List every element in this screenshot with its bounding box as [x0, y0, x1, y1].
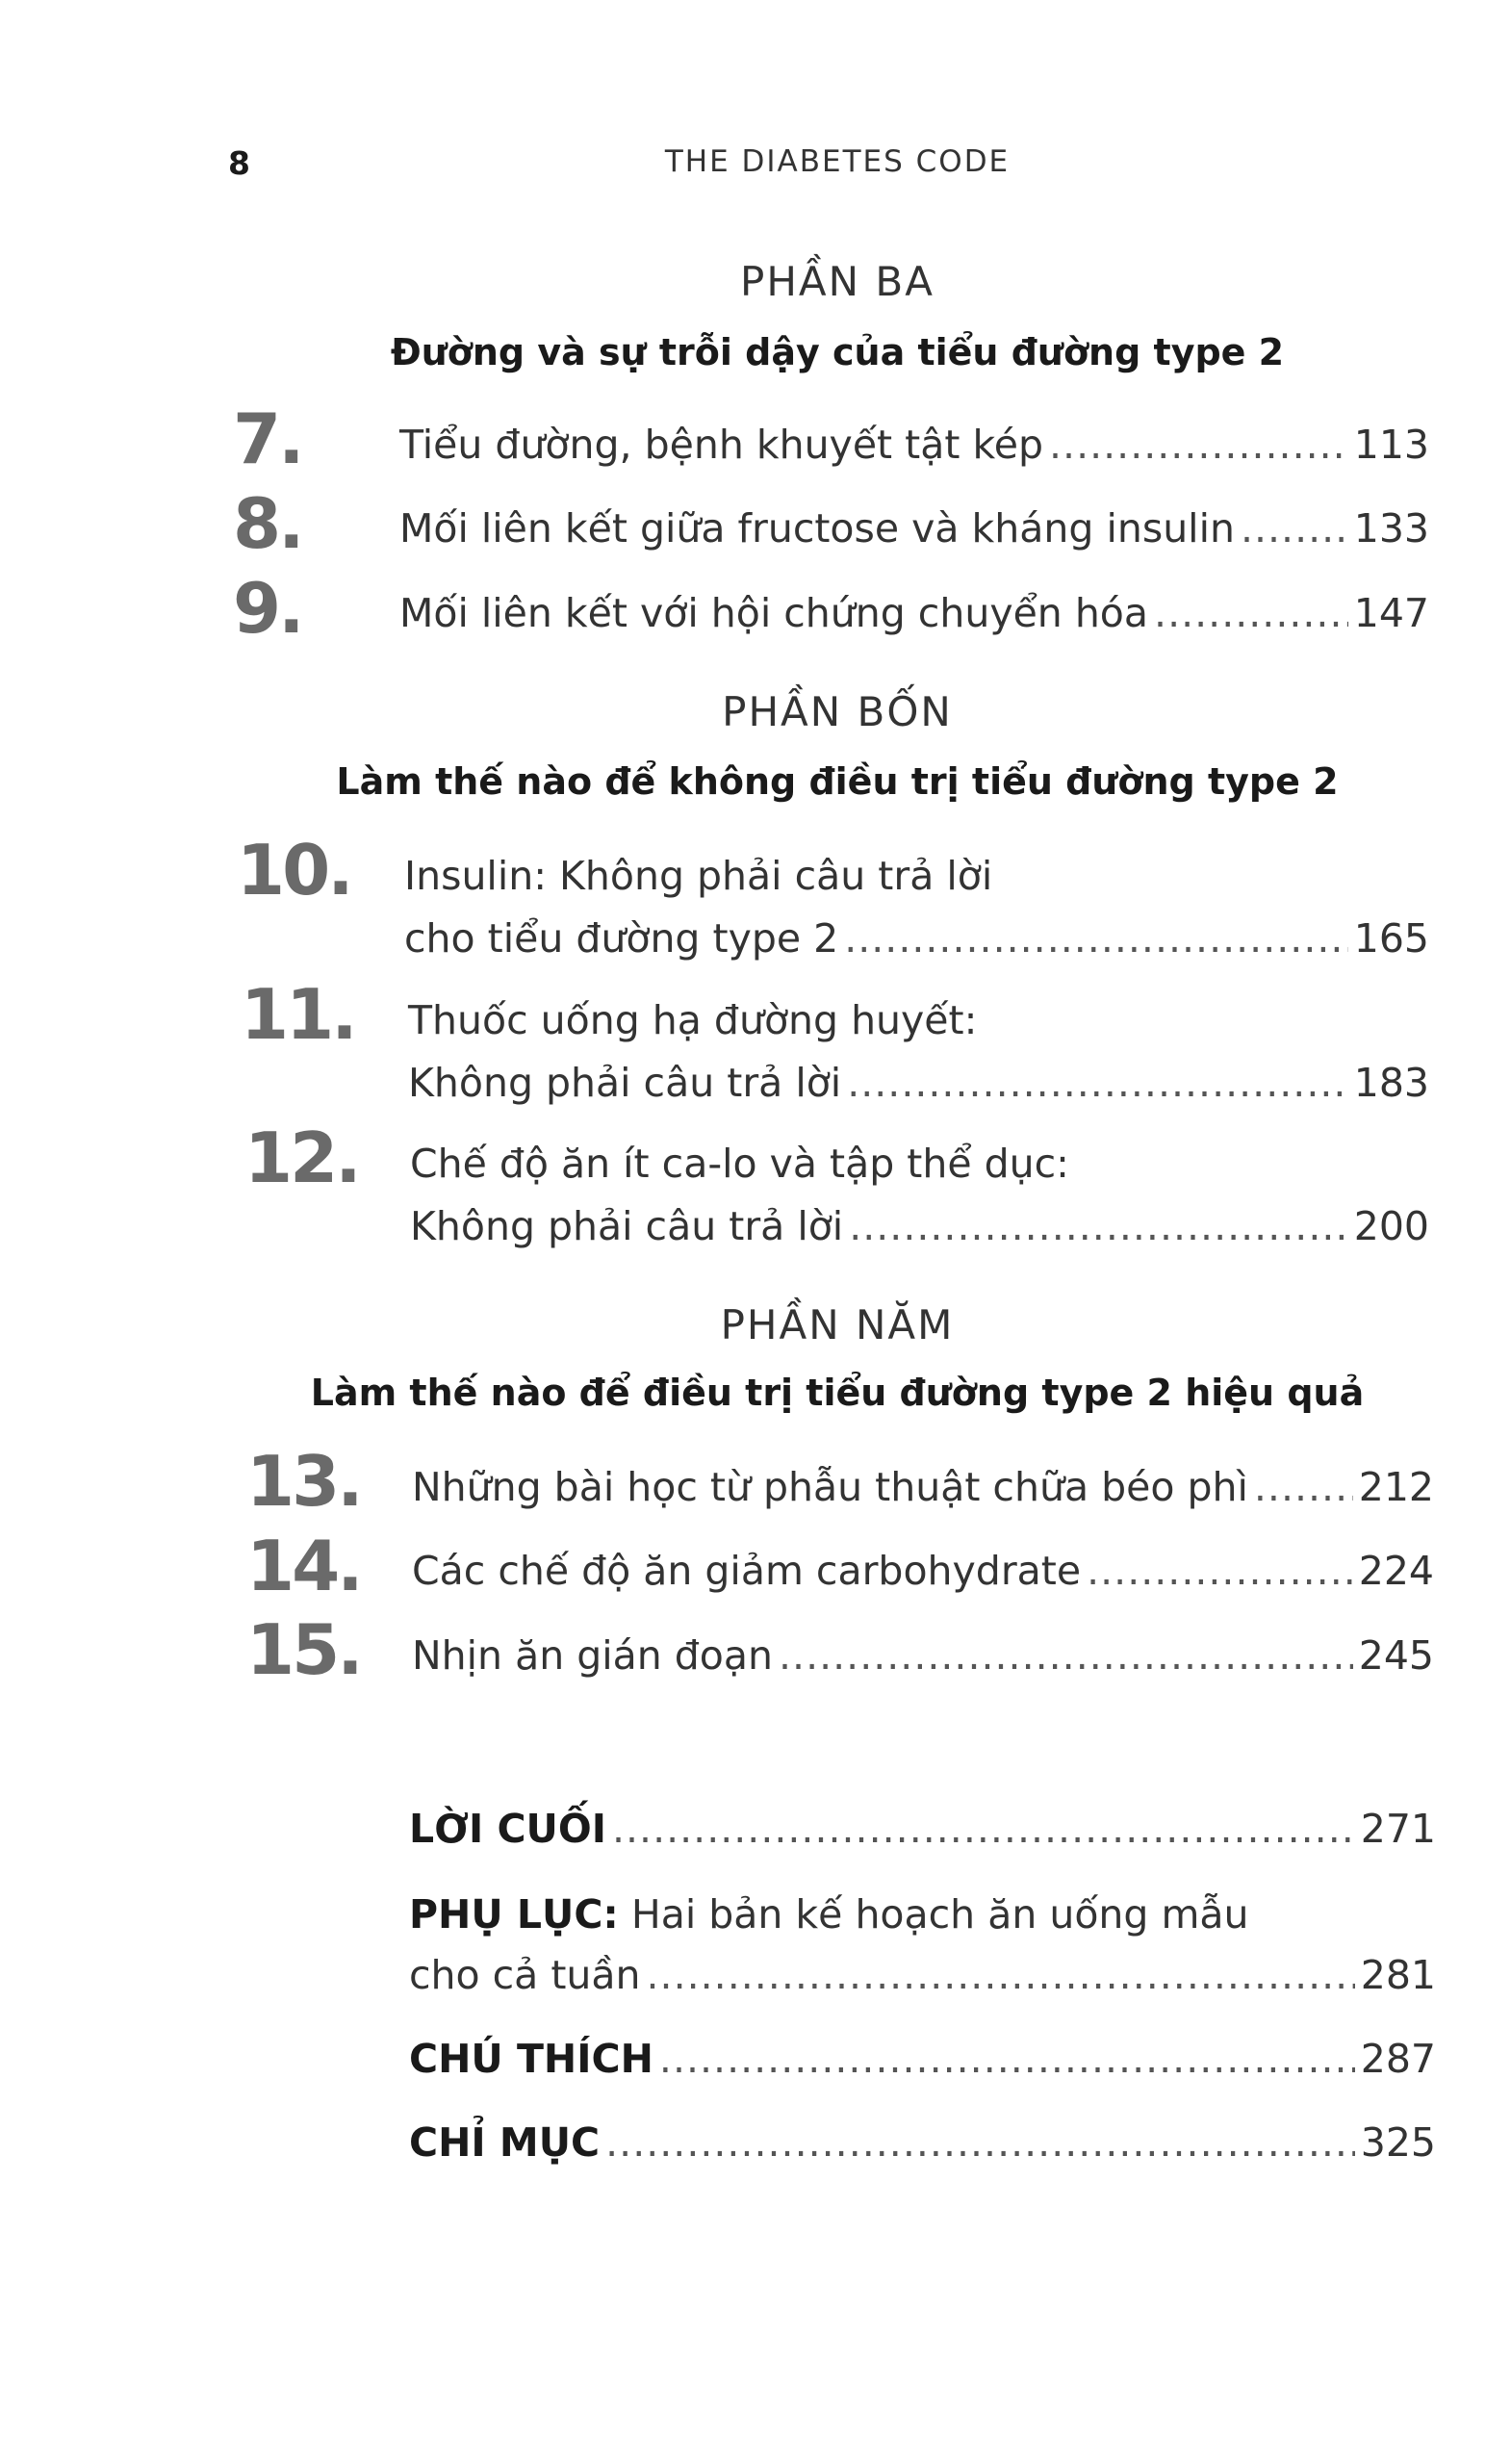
chapter-title: Các chế độ ăn giảm carbohydrate	[412, 1548, 1082, 1594]
dot-leader	[1241, 507, 1348, 551]
chapter-title-line1: Insulin: Không phải câu trả lời	[404, 853, 993, 899]
chapter-title: Tiểu đường, bệnh khuyết tật kép	[399, 422, 1043, 468]
page-ref: 325	[1360, 2119, 1436, 2166]
toc-entry-epilogue[interactable]	[409, 1808, 1436, 1851]
toc-entry[interactable]	[399, 592, 1429, 635]
toc-entry[interactable]	[399, 424, 1429, 467]
appendix-line1	[409, 1893, 1249, 1937]
dot-leader	[844, 917, 1348, 961]
page-ref: 281	[1360, 1952, 1436, 1998]
chapter-number: 13.	[246, 1441, 361, 1522]
page-ref: 133	[1353, 505, 1429, 552]
dot-leader	[847, 1062, 1348, 1105]
part-title: Làm thế nào để không điều trị tiểu đường type 2	[336, 760, 1339, 803]
page-ref: 113	[1353, 422, 1429, 468]
chapter-title: Mối liên kết với hội chứng chuyển hóa	[399, 590, 1149, 636]
notes-title: CHÚ THÍCH	[409, 2036, 653, 2082]
part-title: Đường và sự trỗi dậy của tiểu đường type 2	[390, 331, 1285, 373]
part-title: Làm thế nào để điều trị tiểu đường type 2 hiệu quả	[310, 1372, 1365, 1414]
chapter-number: 12.	[244, 1117, 359, 1198]
dot-leader	[612, 1808, 1355, 1851]
dot-leader	[647, 1954, 1355, 1997]
page-ref: 183	[1353, 1060, 1429, 1106]
page-ref: 271	[1360, 1806, 1436, 1852]
appendix-title-line2: cho cả tuần	[409, 1952, 641, 1998]
page-ref: 200	[1353, 1203, 1429, 1249]
chapter-title: cho tiểu đường type 2	[404, 915, 839, 962]
epilogue-title: LỜI CUỐI	[409, 1806, 606, 1852]
toc-entry[interactable]	[410, 1205, 1429, 1248]
chapter-title: Nhịn ăn gián đoạn	[412, 1632, 773, 1679]
chapter-number: 14.	[246, 1526, 361, 1606]
page-ref: 224	[1358, 1548, 1434, 1594]
chapter-title-line1: Chế độ ăn ít ca-lo và tập thể dục:	[410, 1141, 1069, 1187]
appendix-label: PHỤ LỤC:	[409, 1891, 619, 1938]
page-ref: 212	[1358, 1464, 1434, 1510]
toc-entry[interactable]	[412, 1466, 1434, 1509]
part-label: PHẦN BỐN	[722, 688, 953, 735]
page-ref: 287	[1360, 2036, 1436, 2082]
dot-leader	[659, 2038, 1355, 2081]
page-ref: 147	[1353, 590, 1429, 636]
chapter-number: 7.	[233, 398, 302, 479]
toc-entry[interactable]	[404, 917, 1429, 961]
dot-leader	[1049, 424, 1348, 467]
dot-leader	[1087, 1550, 1353, 1593]
dot-leader	[1254, 1466, 1353, 1509]
chapter-number: 10.	[237, 830, 351, 911]
page-ref: 165	[1353, 915, 1429, 962]
toc-entry[interactable]	[408, 1062, 1429, 1105]
page-ref: 245	[1358, 1632, 1434, 1679]
chapter-number: 15.	[246, 1609, 361, 1690]
page-number: 8	[228, 144, 250, 182]
dot-leader	[605, 2121, 1355, 2165]
toc-entry[interactable]	[412, 1550, 1434, 1593]
toc-entry-index[interactable]	[409, 2121, 1436, 2165]
chapter-title-line1: Thuốc uống hạ đường huyết:	[408, 997, 978, 1043]
chapter-number: 11.	[241, 974, 355, 1055]
running-header: THE DIABETES CODE	[664, 144, 1011, 179]
index-title: CHỈ MỤC	[409, 2119, 601, 2166]
toc-entry[interactable]	[399, 507, 1429, 551]
chapter-title: Không phải câu trả lời	[410, 1203, 844, 1249]
chapter-title: Không phải câu trả lời	[408, 1060, 842, 1106]
dot-leader	[1154, 592, 1348, 635]
appendix-title: Hai bản kế hoạch ăn uống mẫu	[630, 1891, 1249, 1938]
chapter-number: 9.	[233, 568, 302, 649]
chapter-title: Mối liên kết giữa fructose và kháng insulin	[399, 505, 1235, 552]
toc-entry-notes[interactable]	[409, 2038, 1436, 2081]
dot-leader	[779, 1634, 1353, 1678]
chapter-number: 8.	[233, 483, 302, 564]
chapter-title: Những bài học từ phẫu thuật chữa béo phì	[412, 1464, 1248, 1510]
part-label: PHẦN NĂM	[720, 1301, 955, 1348]
toc-entry[interactable]	[412, 1634, 1434, 1678]
part-label: PHẦN BA	[740, 258, 935, 305]
toc-entry-appendix[interactable]	[409, 1954, 1436, 1997]
dot-leader	[849, 1205, 1348, 1248]
